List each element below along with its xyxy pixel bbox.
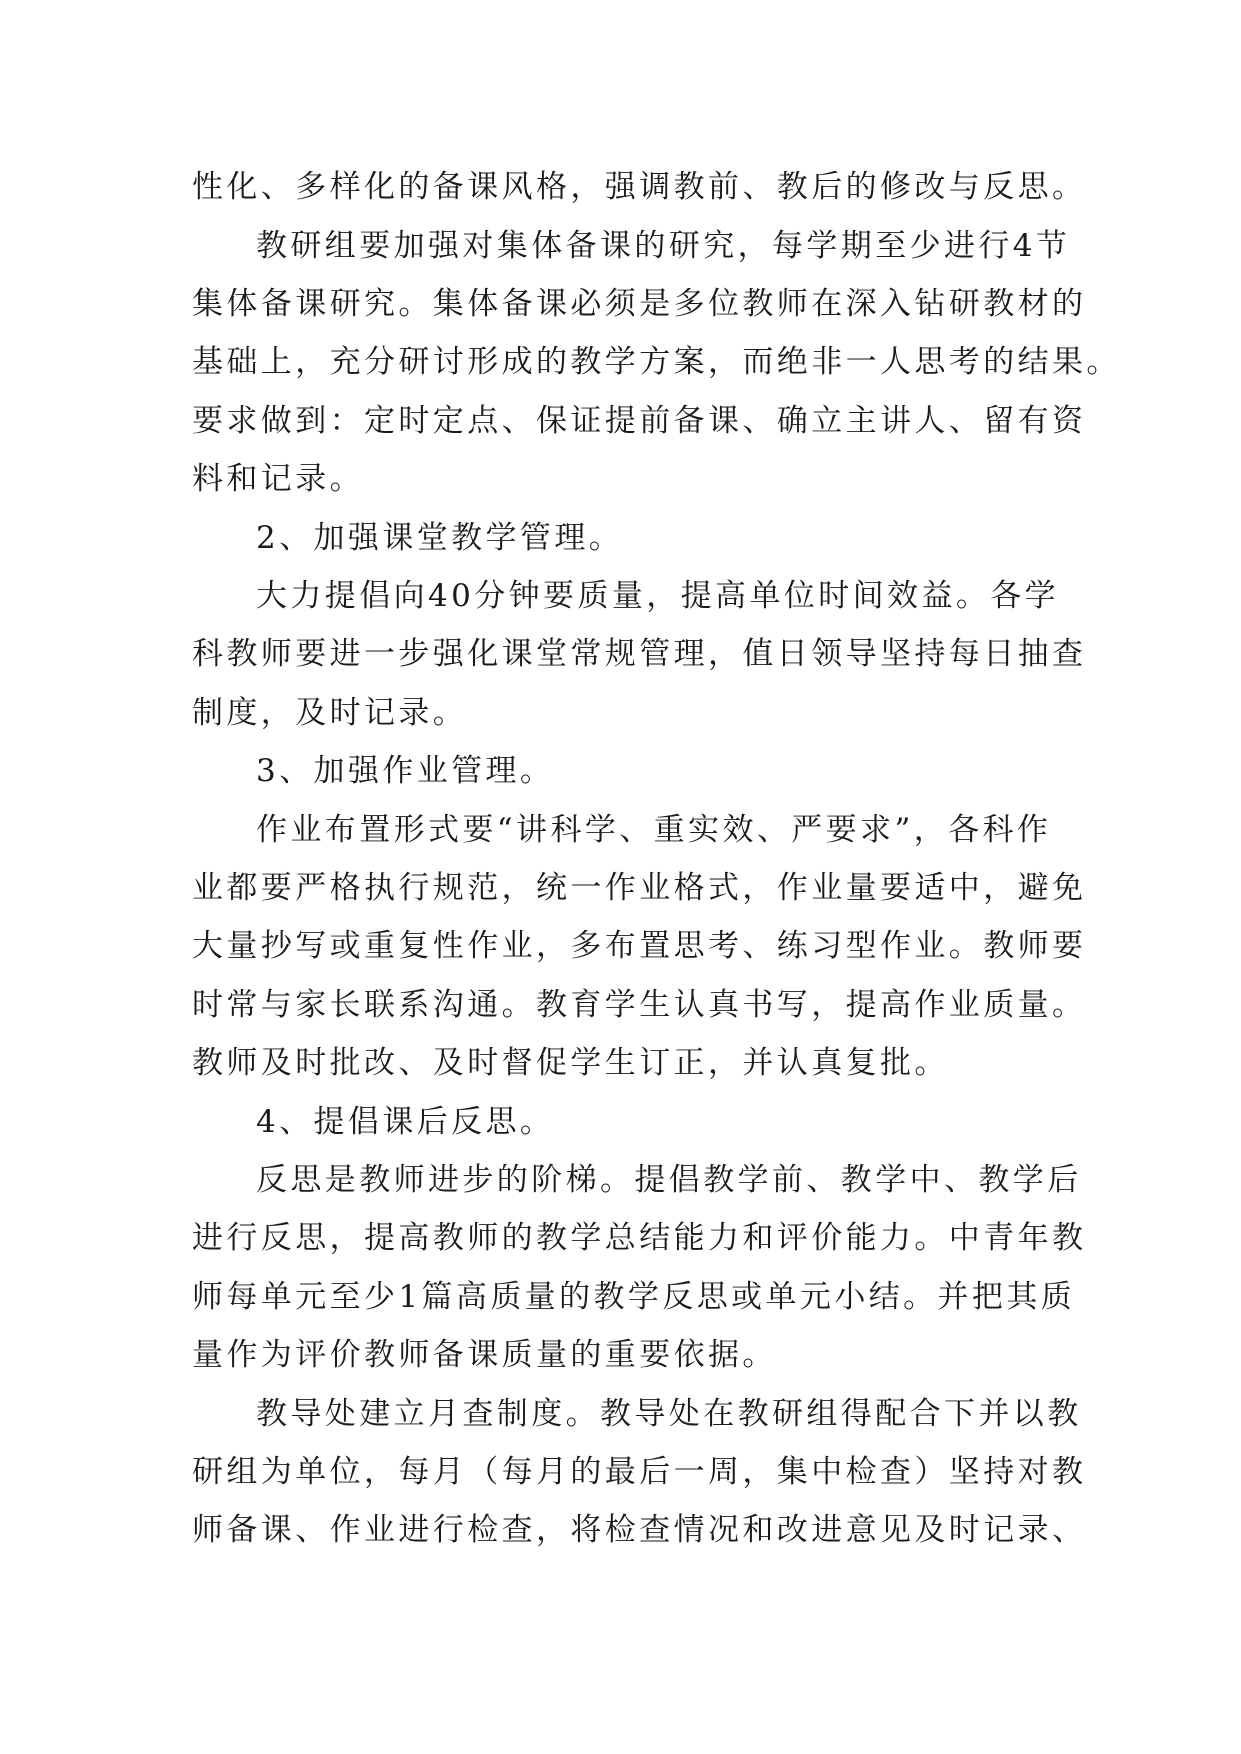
paragraph-first-line: 教导处建立月查制度。教导处在教研组得配合下并以教 (256, 1396, 1082, 1432)
paragraph-first-line: 教研组要加强对集体备课的研究，每学期至少进行4节 (256, 228, 1071, 264)
text-line: 时常与家长联系沟通。教育学生认真书写，提高作业质量。 (192, 987, 1087, 1023)
text-line: 师每单元至少1篇高质量的教学反思或单元小结。并把其质 (192, 1279, 1076, 1315)
text-line: 料和记录。 (192, 461, 364, 497)
section-heading: 4、提倡课后反思。 (256, 1104, 555, 1140)
text-line: 性化、多样化的备课风格，强调教前、教后的修改与反思。 (192, 169, 1087, 205)
text-line: 制度，及时记录。 (192, 695, 468, 731)
text-line: 业都要严格执行规范，统一作业格式，作业量要适中，避免 (192, 870, 1087, 906)
text-line: 研组为单位，每月（每月的最后一周，集中检查）坚持对教 (192, 1454, 1087, 1490)
text-line: 量作为评价教师备课质量的重要依据。 (192, 1337, 777, 1373)
paragraph-first-line: 大力提倡向40分钟要质量，提高单位时间效益。各学 (256, 578, 1060, 614)
paragraph-first-line: 作业布置形式要“讲科学、重实效、严要求”，各科作 (256, 812, 1052, 848)
text-line: 师备课、作业进行检查，将检查情况和改进意见及时记录、 (192, 1512, 1087, 1548)
paragraph-first-line: 反思是教师进步的阶梯。提倡教学前、教学中、教学后 (256, 1162, 1082, 1198)
section-heading: 2、加强课堂教学管理。 (256, 520, 624, 556)
text-line: 基础上，充分研讨形成的教学方案，而绝非一人思考的结果。 (192, 344, 1121, 380)
text-line: 科教师要进一步强化课堂常规管理，值日领导坚持每日抽查 (192, 636, 1087, 672)
text-line: 大量抄写或重复性作业，多布置思考、练习型作业。教师要 (192, 928, 1087, 964)
text-line: 教师及时批改、及时督促学生订正，并认真复批。 (192, 1045, 949, 1081)
text-line: 集体备课研究。集体备课必须是多位教师在深入钻研教材的 (192, 286, 1087, 322)
section-heading: 3、加强作业管理。 (256, 753, 555, 789)
text-line: 要求做到：定时定点、保证提前备课、确立主讲人、留有资 (192, 403, 1087, 439)
text-line: 进行反思，提高教师的教学总结能力和评价能力。中青年教 (192, 1220, 1087, 1256)
